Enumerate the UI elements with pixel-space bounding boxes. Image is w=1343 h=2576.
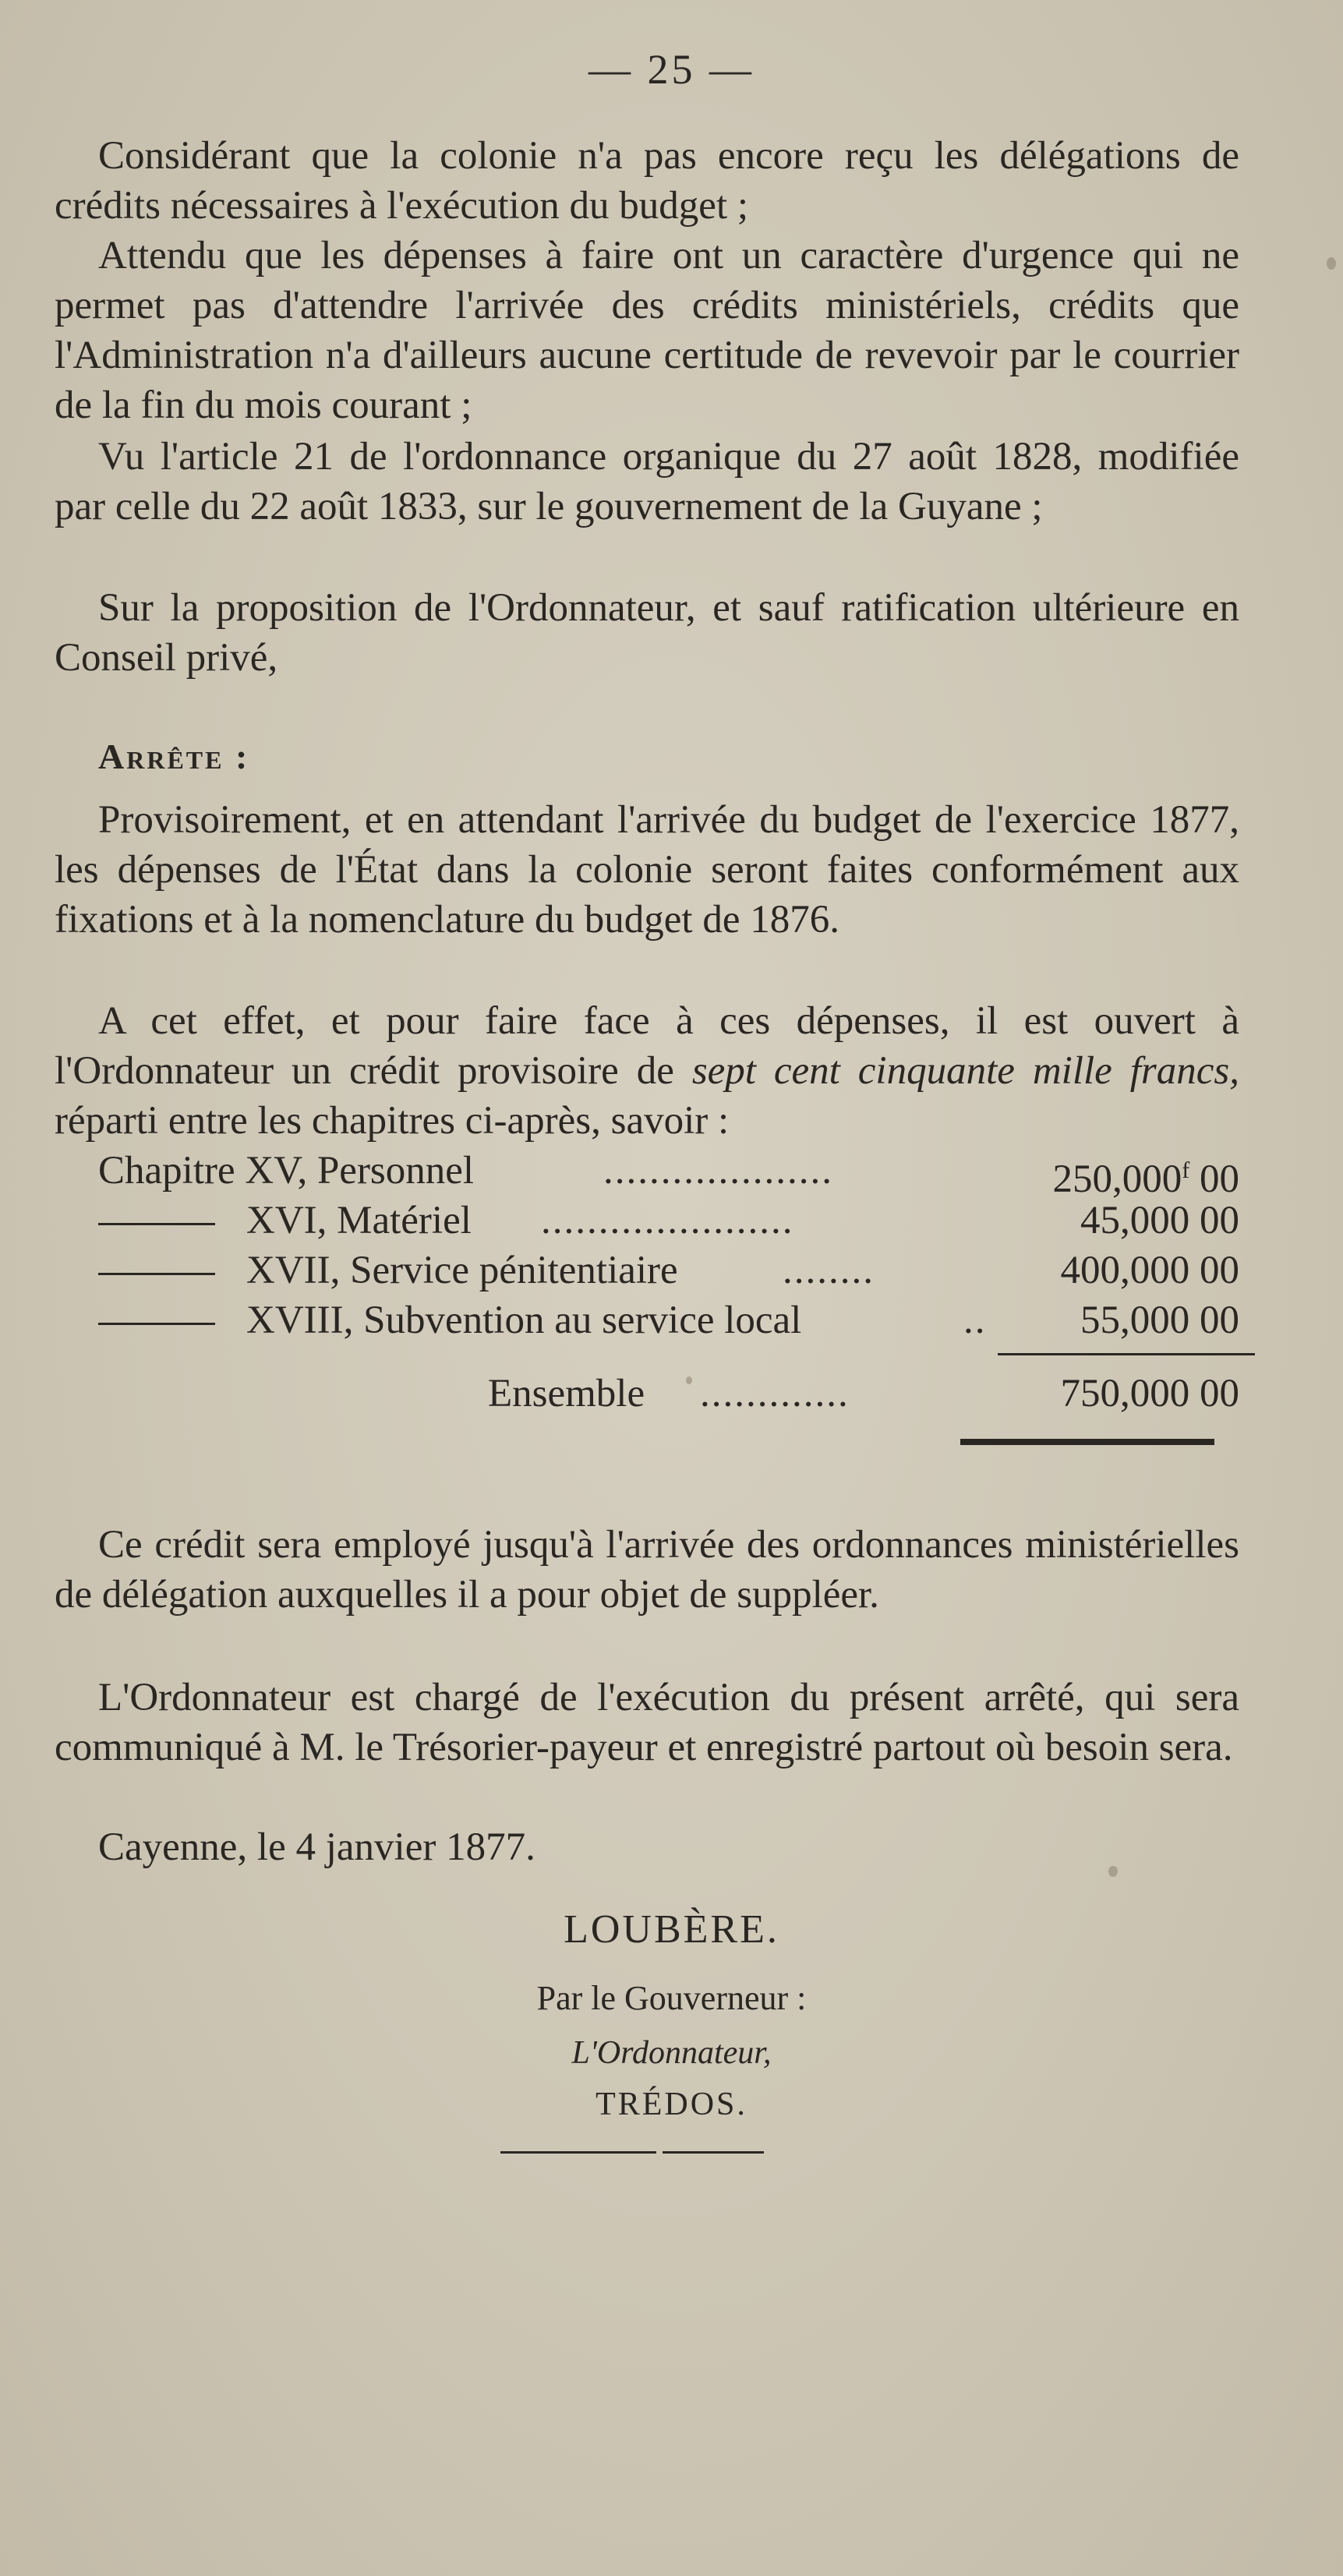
chapter-amount [1061,1246,1240,1295]
ditto-dash [98,1273,215,1275]
amount-value: 250,000 [1052,1157,1182,1201]
leader-dots: ...................... [541,1199,794,1242]
ordonnateur-signature: TRÉDOS. [596,2087,747,2122]
amount-cents: 00 [1189,1299,1239,1342]
chapter-label [98,1246,678,1295]
total-amount: 750,000 00 [1060,1372,1239,1415]
paragraph-attendu: Attendu que les dépenses à faire ont un caractère d'urgence qui ne permet pas d'attendre l'arrivée des crédits ministériels, crédits que l'Administration n'a d'ailleurs aucune certitude de revevoir par le courrier de la fin du mois courant ; [55,234,1239,427]
total-double-rule [960,1439,1214,1445]
leader-dots: ............. [700,1372,850,1415]
paragraph-vu-article: Vu l'article 21 de l'ordonnance organique du 27 août 1828, modifiée par celle du 22 août 1833, sur le gouvernement de la Guyane ; [55,435,1239,528]
chapter-label-text: XVI, Matériel [246,1199,472,1242]
total-label: Ensemble [488,1372,645,1415]
ink-speck [1108,1866,1118,1877]
ordonnateur-title: L'Ordonnateur, [571,2035,772,2071]
chapter-label [98,1196,472,1246]
amount-value: 45,000 [1080,1199,1190,1242]
chapter-amount [1080,1196,1239,1246]
credit-outro-text: réparti entre les chapitres ci-après, savoir : [55,1099,730,1143]
paragraph-execution: L'Ordonnateur est chargé de l'exécution du présent arrêté, qui sera communiqué à M. le Trésorier-payeur et enregistré partout où besoin sera. [55,1676,1239,1769]
chapter-row [98,1246,1239,1295]
chapter-label-text: XVIII, Subvention au service local [246,1299,802,1342]
paragraph-emploi-credit: Ce crédit sera employé jusqu'à l'arrivée des ordonnances ministérielles de délégation auxquelles il a pour objet de suppléer. [55,1523,1239,1617]
ditto-dash [98,1223,215,1225]
governor-signature: LOUBÈRE. [564,1907,779,1952]
amount-value: 400,000 [1060,1249,1190,1292]
ink-speck [1327,257,1336,270]
closing-rule-left [500,2151,656,2154]
ditto-dash [98,1323,215,1325]
paragraph-considerant: Considérant que la colonie n'a pas encore reçu les délégations de crédits nécessaires à l'exécution du budget ; [55,134,1239,228]
leader-dots: ........ [783,1249,875,1292]
date-line: Cayenne, le 4 janvier 1877. [98,1825,535,1869]
by-governor-line: Par le Gouverneur : [536,1979,807,2017]
ink-speck [686,1376,692,1384]
total-row [98,1369,1239,1419]
leader-dots: .. [963,1299,987,1342]
amount-value: 55,000 [1080,1299,1190,1342]
chapter-label-text: XVII, Service pénitentiaire [246,1249,678,1292]
arrete-heading: Arrête : [98,737,250,776]
chapter-amount [1080,1295,1239,1345]
leader-dots: .................... [603,1149,833,1193]
chapter-row [98,1146,1239,1201]
credit-intro-text: A cet effet, et pour faire face à ces dépenses, il est ouvert à l'Ordonnateur un crédit provisoire de [55,999,1239,1093]
chapter-label [98,1295,801,1345]
amount-cents: 00 [1189,1157,1239,1201]
chapter-row [98,1196,1239,1246]
paragraph-proposition: Sur la proposition de l'Ordonnateur, et sauf ratification ultérieure en Conseil privé, [55,586,1239,680]
page-number: — 25 — [588,46,755,93]
paragraph-provisoirement: Provisoirement, et en attendant l'arrivée du budget de l'exercice 1877, les dépenses de l'État dans la colonie seront faites conformément aux fixations et à la nomenclature du budget de 1876. [55,798,1239,942]
chapter-label: Chapitre XV, Personnel [98,1149,475,1193]
sum-rule [998,1353,1255,1355]
franc-mark: f [1182,1157,1190,1183]
amount-cents: 00 [1189,1199,1239,1242]
amount-cents: 00 [1189,1249,1239,1292]
credit-amount-words: sept cent cinquante mille francs, [691,1049,1239,1093]
closing-rule-right [663,2151,764,2154]
chapter-row [98,1295,1239,1345]
paragraph-credit-provisoire [55,996,1239,1146]
